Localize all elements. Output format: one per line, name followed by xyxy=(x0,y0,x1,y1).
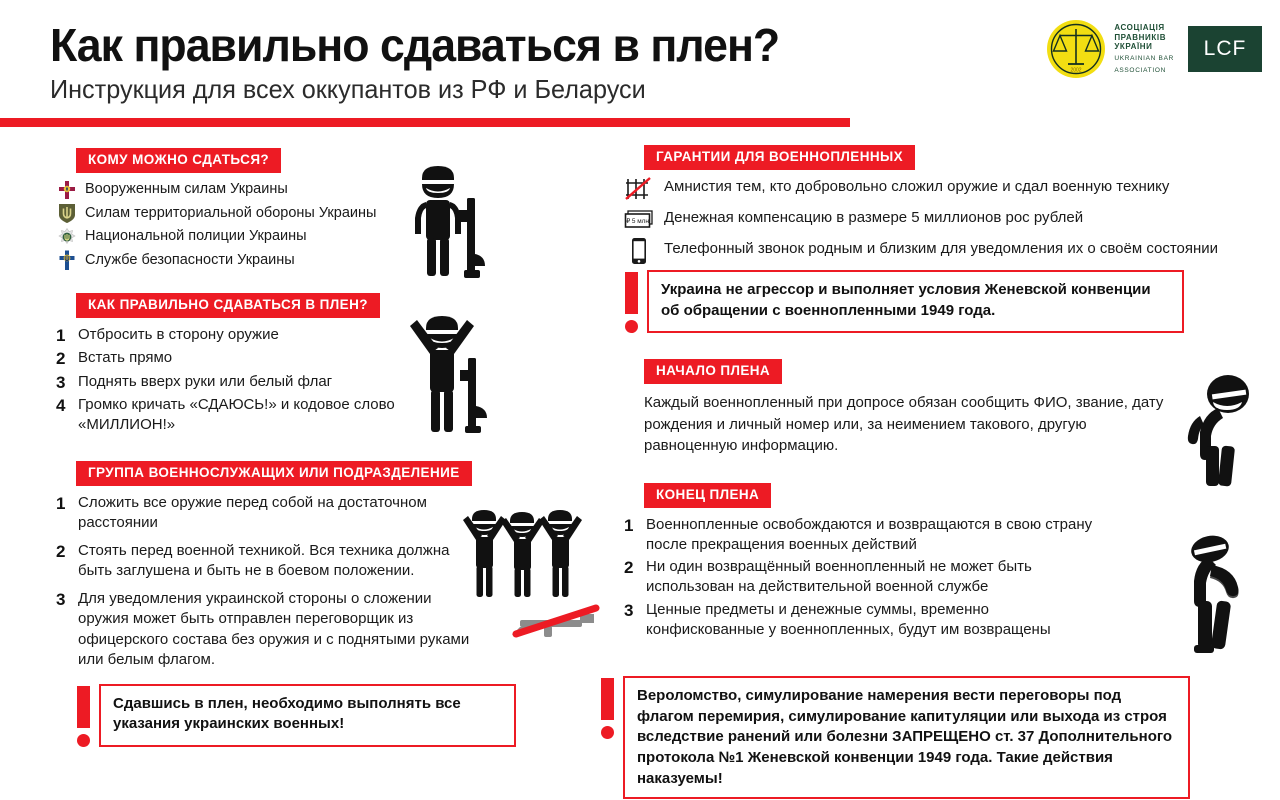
list-item-label: Встать прямо xyxy=(78,349,173,367)
start-of-captivity-body: Каждый военнопленный при допросе обязан сообщить ФИО, звание, дату рождения и личный номер или, за неимением такового, другую равноценную информацию. xyxy=(644,393,1164,455)
right-column xyxy=(624,145,1224,642)
soldier-standing-with-rifle-pictogram xyxy=(412,158,522,283)
section-heading-start: НАЧАЛО ПЛЕНА xyxy=(644,359,782,384)
svg-text:2002: 2002 xyxy=(1070,67,1082,74)
header-divider xyxy=(0,118,850,127)
section-end-of-captivity xyxy=(624,483,1224,639)
armed-forces-cross-emblem xyxy=(56,179,78,201)
bottom-warning-callout xyxy=(600,676,1190,799)
section-heading-group: ГРУППА ВОЕННОСЛУЖАЩИХ ИЛИ ПОДРАЗДЕЛЕНИЕ xyxy=(76,461,472,486)
exclamation-dot xyxy=(77,734,90,747)
list-item-number: 3 xyxy=(56,372,66,392)
list-item-label: Амнистия тем, кто добровольно сложил оружие и сдал военную технику xyxy=(664,177,1170,195)
lcf-logo: LCF xyxy=(1188,26,1262,72)
exclamation-dot xyxy=(601,726,614,739)
list-item-label: Вооруженным силам Украины xyxy=(85,181,288,198)
soldier-hands-up-pictogram xyxy=(402,306,522,446)
list-item-number: 2 xyxy=(624,558,634,578)
national-police-star-emblem xyxy=(56,226,78,248)
bottom-warning-box xyxy=(623,676,1190,799)
list-item-label: Военнопленные освобождаются и возвращаются в свою страну после прекращения военных действий xyxy=(646,516,1093,554)
list-item-number: 2 xyxy=(56,349,66,369)
list-item xyxy=(624,600,1224,640)
list-item-number: 3 xyxy=(624,600,634,620)
list-item-label: Стоять перед военной техникой. Вся техника должна быть заглушена и быть не в боевом положении. xyxy=(78,542,450,580)
list-item-label: Сложить все оружие перед собой на достаточном расстоянии xyxy=(78,493,427,532)
list-item-number: 1 xyxy=(624,516,634,536)
list-item-label: Силам территориальной обороны Украины xyxy=(85,204,377,221)
svg-text:₽ 5 млн: ₽ 5 млн xyxy=(626,217,649,225)
page-subtitle: Инструкция для всех оккупантов из РФ и Беларуси xyxy=(50,74,646,104)
right-warning-callout-geneva xyxy=(624,270,1184,333)
logo-group xyxy=(1047,20,1262,78)
list-item-label: Ни один возвращённый военнопленный не может быть использован на действительной военной службе xyxy=(646,558,1032,596)
scales-of-justice-icon xyxy=(1047,20,1105,78)
list-item xyxy=(624,207,1224,235)
sbu-cross-emblem xyxy=(56,249,78,271)
uba-line-1: АСОЦІАЦІЯ xyxy=(1114,22,1165,32)
list-item-label: Телефонный звонок родным и близким для уведомления их о своём состоянии xyxy=(664,239,1219,257)
guarantees-list xyxy=(624,176,1224,266)
uba-line-3: УКРАЇНИ xyxy=(1114,42,1153,52)
list-item-label: Денежная компенсацию в размере 5 миллионов рос рублей xyxy=(664,208,1084,226)
prisoner-bowing-pictogram xyxy=(1182,372,1280,490)
uba-wordmark xyxy=(1114,23,1174,75)
section-heading-guarantees: ГАРАНТИИ ДЛЯ ВОЕННОПЛЕННЫХ xyxy=(644,145,915,170)
list-item-label: Ценные предметы и денежные суммы, временно конфискованные у военнопленных, будут им возвращены xyxy=(646,600,1051,638)
crossed-out-rifle-icon xyxy=(510,600,600,645)
header xyxy=(0,0,1280,130)
right-warning-text-geneva: Украина не агрессор и выполняет условия Женевской конвенции об обращении с военнопленными 1949 года. xyxy=(661,280,1151,319)
banknote-icon xyxy=(624,205,654,235)
ukrainian-bar-association-logo xyxy=(1047,20,1174,78)
exclamation-bar xyxy=(77,686,90,728)
list-item xyxy=(624,176,1224,204)
uba-line-2: ПРАВНИКІВ xyxy=(1114,32,1167,42)
bottom-warning-text: Вероломство, симулирование намерения вести переговоры под флагом перемирия, симулирование капитуляции или выхода из строя вследствие ранений или болезни ЗАПРЕЩЕНО ст. 37 Дополнительного протокола №1 Женевской конвенции 1949 года. Такие действия наказуемы! xyxy=(637,687,1173,787)
list-item-label: Отбросить в сторону оружие xyxy=(78,326,279,344)
page-title: Как правильно сдаваться в плен? xyxy=(50,19,780,71)
left-warning-text: Сдавшись в плен, необходимо выполнять все указания украинских военных! xyxy=(113,694,461,733)
list-item-label: Для уведомления украинской стороны о сложении оружия может быть отправлен переговорщик из офицерского состава без оружия и с поднятыми руками или белым флагом. xyxy=(78,590,470,668)
left-warning-callout xyxy=(76,684,516,747)
list-item-number: 2 xyxy=(56,542,66,562)
list-item xyxy=(624,557,1224,597)
right-warning-box-geneva xyxy=(647,270,1184,333)
uba-line-5: ASSOCIATION xyxy=(1114,66,1166,74)
three-soldiers-hands-up-pictogram xyxy=(462,500,602,610)
exclamation-bar xyxy=(625,272,638,314)
section-start-of-captivity xyxy=(624,359,1224,458)
uba-line-4: UKRAINIAN BAR xyxy=(1114,55,1174,63)
list-item-number: 1 xyxy=(56,493,66,513)
exclamation-mark-icon xyxy=(76,684,91,747)
list-item-label: Службе безопасности Украины xyxy=(85,251,295,268)
crossed-out-prison-bars-icon xyxy=(624,174,654,204)
end-of-captivity-list xyxy=(624,515,1224,640)
left-warning-box xyxy=(99,684,516,747)
section-heading-end: КОНЕЦ ПЛЕНА xyxy=(644,483,771,508)
section-heading-who: КОМУ МОЖНО СДАТЬСЯ? xyxy=(76,148,281,173)
section-guarantees xyxy=(624,145,1224,266)
territorial-defense-shield-emblem xyxy=(56,202,78,224)
prisoner-walking-bowed-pictogram xyxy=(1182,535,1280,665)
list-item-label: Национальной полиции Украины xyxy=(85,228,307,245)
list-item-number: 3 xyxy=(56,590,66,610)
exclamation-mark-icon xyxy=(600,676,615,799)
exclamation-dot xyxy=(625,320,638,333)
list-item xyxy=(624,515,1224,555)
list-item-label: Громко кричать «СДАЮСЬ!» и кодовое слово «МИЛЛИОН!» xyxy=(78,395,395,434)
exclamation-bar xyxy=(601,678,614,720)
list-item-number: 4 xyxy=(56,395,66,415)
section-heading-how: КАК ПРАВИЛЬНО СДАВАТЬСЯ В ПЛЕН? xyxy=(76,293,380,318)
list-item-label: Поднять вверх руки или белый флаг xyxy=(78,372,333,390)
list-item xyxy=(624,238,1224,266)
exclamation-mark-icon xyxy=(624,270,639,333)
list-item-number: 1 xyxy=(56,326,66,346)
smartphone-icon xyxy=(624,236,654,266)
